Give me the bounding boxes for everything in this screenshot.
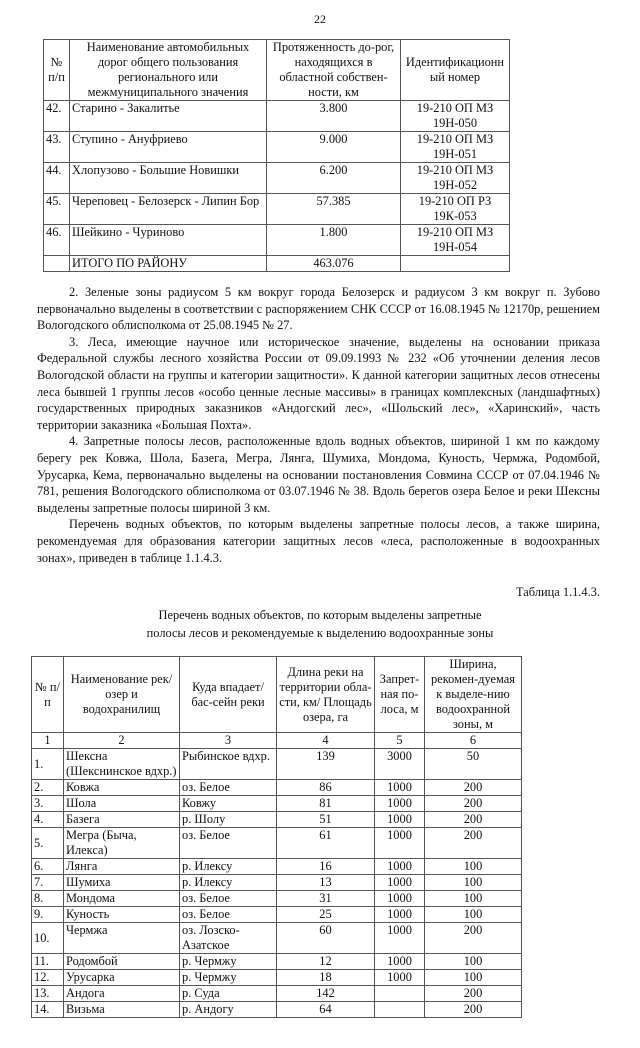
table-cell: 100: [425, 875, 522, 891]
table-cell: 13.: [32, 986, 64, 1002]
table-cell: [44, 256, 70, 272]
table-cell: 19-210 ОП МЗ 19Н-051: [401, 132, 510, 163]
paragraph: 3. Леса, имеющие научное или историческое значение, выделены на основании приказа Федеральной службы лесного хозяйства России от 09.09.1993 № 232 «Об уточнении деления лесов Вологодской области на группы и категории защитности». К данной категории защитных лесов отнесены леса бывшей 1 группы лесов «особо ценные лесные массивы» в границах комплексных (ландшафтных) государственных природных заказников «Андогский лес», «Шольский лес», «Харинский», часть территории заказника «Большая Похта».: [37, 334, 600, 432]
table-cell: 3.800: [267, 101, 401, 132]
table-cell: 1.800: [267, 225, 401, 256]
table-cell: [401, 256, 510, 272]
table-cell: 9.000: [267, 132, 401, 163]
table-cell: оз. Белое: [180, 891, 277, 907]
table-cell: Андога: [64, 986, 180, 1002]
table-cell: 57.385: [267, 194, 401, 225]
table-cell: 200: [425, 796, 522, 812]
table-cell: Урусарка: [64, 970, 180, 986]
table-row: [32, 907, 522, 923]
table-row: [44, 225, 510, 256]
paragraph: 4. Запретные полосы лесов, расположенные вдоль водных объектов, шириной 1 км по каждому берегу рек Ковжа, Шола, Базега, Мегра, Лянга, Шумиха, Мондома, Куность, Чермжа, Родомбой, Урусарка, Кема, первоначально выделены на основании постановления Совмина СССР от 07.04.1946 № 781, решения Вологодского облисполкома от 03.07.1946 № 38. Вдоль берегов озера Белое и реки Шексны выделены запретные полосы шириной 3 км.: [37, 434, 600, 515]
table-cell: 1000: [375, 970, 425, 986]
table-cell: Череповец - Белозерск - Липин Бор: [70, 194, 267, 225]
column-number-cell: 2: [64, 733, 180, 749]
table-cell: Куность: [64, 907, 180, 923]
table-cell: р. Илексу: [180, 859, 277, 875]
column-number-cell: 3: [180, 733, 277, 749]
table-row: [32, 970, 522, 986]
table-cell: Шола: [64, 796, 180, 812]
table-row: [32, 828, 522, 859]
table-cell: 1000: [375, 923, 425, 954]
table-cell: 1000: [375, 796, 425, 812]
table-cell: [375, 986, 425, 1002]
table-cell: р. Чермжу: [180, 970, 277, 986]
roads-table: [43, 39, 510, 272]
table-cell: 19-210 ОП МЗ 19Н-054: [401, 225, 510, 256]
table-cell: Шумиха: [64, 875, 180, 891]
table-cell: 19-210 ОП МЗ 19Н-050: [401, 101, 510, 132]
table-title-line: Перечень водных объектов, по которым выделены запретные: [158, 608, 482, 623]
table-cell: 25: [277, 907, 375, 923]
table-row: [44, 101, 510, 132]
table-cell: Базега: [64, 812, 180, 828]
page-number: 22: [314, 12, 326, 26]
table-title: [0, 606, 640, 642]
table-cell: 6.: [32, 859, 64, 875]
table-row: [32, 986, 522, 1002]
header-cell: № п/п: [32, 657, 64, 733]
table-cell: 3000: [375, 749, 425, 780]
table-cell: 463.076: [267, 256, 401, 272]
table-cell: 200: [425, 812, 522, 828]
table-cell: 42.: [44, 101, 70, 132]
table-cell: 60: [277, 923, 375, 954]
table-cell: 50: [425, 749, 522, 780]
header-cell: № п/п: [44, 40, 70, 101]
table-cell: 43.: [44, 132, 70, 163]
table-cell: 8.: [32, 891, 64, 907]
table-header-row: [32, 657, 522, 733]
table-cell: 5.: [32, 828, 64, 859]
table-cell: 200: [425, 828, 522, 859]
table-cell: 44.: [44, 163, 70, 194]
table-cell: Хлопузово - Большие Новишки: [70, 163, 267, 194]
table-cell: 1000: [375, 812, 425, 828]
table-cell: Шексна (Шекснинское вдхр.): [64, 749, 180, 780]
table-cell: 16: [277, 859, 375, 875]
table-cell: 100: [425, 907, 522, 923]
table-row: [32, 954, 522, 970]
header-cell: Наименование рек/ озер и водохранилищ: [64, 657, 180, 733]
table-cell: Мегра (Быча, Илекса): [64, 828, 180, 859]
table-cell: 100: [425, 859, 522, 875]
table-cell: Шейкино - Чуриново: [70, 225, 267, 256]
table-cell: Чермжа: [64, 923, 180, 954]
table-row: [44, 163, 510, 194]
table-cell: 14.: [32, 1002, 64, 1018]
column-number-cell: 4: [277, 733, 375, 749]
header-cell: Ширина, рекомен-дуемая к выделе-нию водоохранной зоны, м: [425, 657, 522, 733]
table-cell: 4.: [32, 812, 64, 828]
table-cell: 1000: [375, 875, 425, 891]
table-row: [44, 194, 510, 225]
header-cell: Протяженность до-рог, находящихся в областной собствен-ности, км: [267, 40, 401, 101]
table-cell: 46.: [44, 225, 70, 256]
table-cell: Старино - Закалитье: [70, 101, 267, 132]
table-cell: оз. Лозско-Азатское: [180, 923, 277, 954]
table-cell: 19-210 ОП МЗ 19Н-052: [401, 163, 510, 194]
table-cell: р. Илексу: [180, 875, 277, 891]
table-cell: 200: [425, 780, 522, 796]
table-cell: 6.200: [267, 163, 401, 194]
table-cell: Мондома: [64, 891, 180, 907]
table-cell: р. Чермжу: [180, 954, 277, 970]
table-cell: 64: [277, 1002, 375, 1018]
column-number-cell: 6: [425, 733, 522, 749]
table-cell: 12: [277, 954, 375, 970]
column-number-cell: 5: [375, 733, 425, 749]
water-objects-table: [31, 656, 522, 1018]
table-cell: 3.: [32, 796, 64, 812]
table-row: [32, 796, 522, 812]
table-row: [32, 812, 522, 828]
table-cell: ИТОГО ПО РАЙОНУ: [70, 256, 267, 272]
table-cell: 139: [277, 749, 375, 780]
table-caption: Таблица 1.1.4.3.: [516, 585, 600, 600]
table-cell: 142: [277, 986, 375, 1002]
table-row: [44, 132, 510, 163]
table-cell: 2.: [32, 780, 64, 796]
table-row: [32, 891, 522, 907]
table-cell: Ступино - Ануфриево: [70, 132, 267, 163]
table-cell: 18: [277, 970, 375, 986]
table-cell: 9.: [32, 907, 64, 923]
table-cell: 1000: [375, 891, 425, 907]
table-cell: 100: [425, 970, 522, 986]
table-cell: 13: [277, 875, 375, 891]
table-row: [32, 780, 522, 796]
table-cell: 100: [425, 954, 522, 970]
table-cell: 100: [425, 891, 522, 907]
table-cell: р. Андогу: [180, 1002, 277, 1018]
table-cell: 1000: [375, 780, 425, 796]
table-cell: Ковжа: [64, 780, 180, 796]
table-cell: 1000: [375, 859, 425, 875]
table-cell: 200: [425, 986, 522, 1002]
table-cell: 1000: [375, 828, 425, 859]
table-cell: 10.: [32, 923, 64, 954]
table-cell: оз. Белое: [180, 780, 277, 796]
table-cell: 61: [277, 828, 375, 859]
header-cell: Длина реки на территории обла-сти, км/ Площадь озера, га: [277, 657, 375, 733]
table-cell: 51: [277, 812, 375, 828]
table-cell: Рыбинское вдхр.: [180, 749, 277, 780]
table-cell: 1000: [375, 907, 425, 923]
table-cell: Родомбой: [64, 954, 180, 970]
table-title-line: полосы лесов и рекомендуемые к выделению водоохранные зоны: [146, 626, 494, 641]
table-cell: р. Шолу: [180, 812, 277, 828]
table-header-row: [44, 40, 510, 101]
table-row: [32, 749, 522, 780]
table-cell: р. Суда: [180, 986, 277, 1002]
table-cell: 31: [277, 891, 375, 907]
table-cell: [375, 1002, 425, 1018]
table-cell: 12.: [32, 970, 64, 986]
table-row: [32, 859, 522, 875]
table-cell: 11.: [32, 954, 64, 970]
table-cell: Визьма: [64, 1002, 180, 1018]
table-cell: оз. Белое: [180, 907, 277, 923]
table-row: [32, 1002, 522, 1018]
table-row: [32, 875, 522, 891]
paragraph: 2. Зеленые зоны радиусом 5 км вокруг города Белозерск и радиусом 3 км вокруг п. Зубово первоначально выделены в соответствии с распоряжением СНК СССР от 16.08.1945 № 12170р, решением Вологодского облисполкома от 25.08.1945 № 27.: [37, 285, 600, 333]
header-cell: Идентификационный номер: [401, 40, 510, 101]
table-row: [32, 923, 522, 954]
table-cell: 81: [277, 796, 375, 812]
table-cell: 86: [277, 780, 375, 796]
table-cell: 1.: [32, 749, 64, 780]
paragraph: Перечень водных объектов, по которым выделены запретные полосы лесов, а также ширина, рекомендуемая для образования категории защитных лесов «леса, расположенные в водоохранных зонах», приведен в таблице 1.1.4.3.: [37, 517, 600, 565]
table-cell: 200: [425, 923, 522, 954]
column-number-cell: 1: [32, 733, 64, 749]
header-cell: Запрет-ная по-лоса, м: [375, 657, 425, 733]
table-cell: 45.: [44, 194, 70, 225]
table-cell: 1000: [375, 954, 425, 970]
table-cell: оз. Белое: [180, 828, 277, 859]
table-cell: Лянга: [64, 859, 180, 875]
header-cell: Куда впадает/ бас-сейн реки: [180, 657, 277, 733]
table-cell: 19-210 ОП РЗ 19К-053: [401, 194, 510, 225]
table-cell: Ковжу: [180, 796, 277, 812]
column-number-row: [32, 733, 522, 749]
header-cell: Наименование автомобильных дорог общего пользования регионального или межмуниципального значения: [70, 40, 267, 101]
table-cell: 7.: [32, 875, 64, 891]
table-cell: 200: [425, 1002, 522, 1018]
table-row: [44, 256, 510, 272]
body-text: [37, 284, 600, 566]
